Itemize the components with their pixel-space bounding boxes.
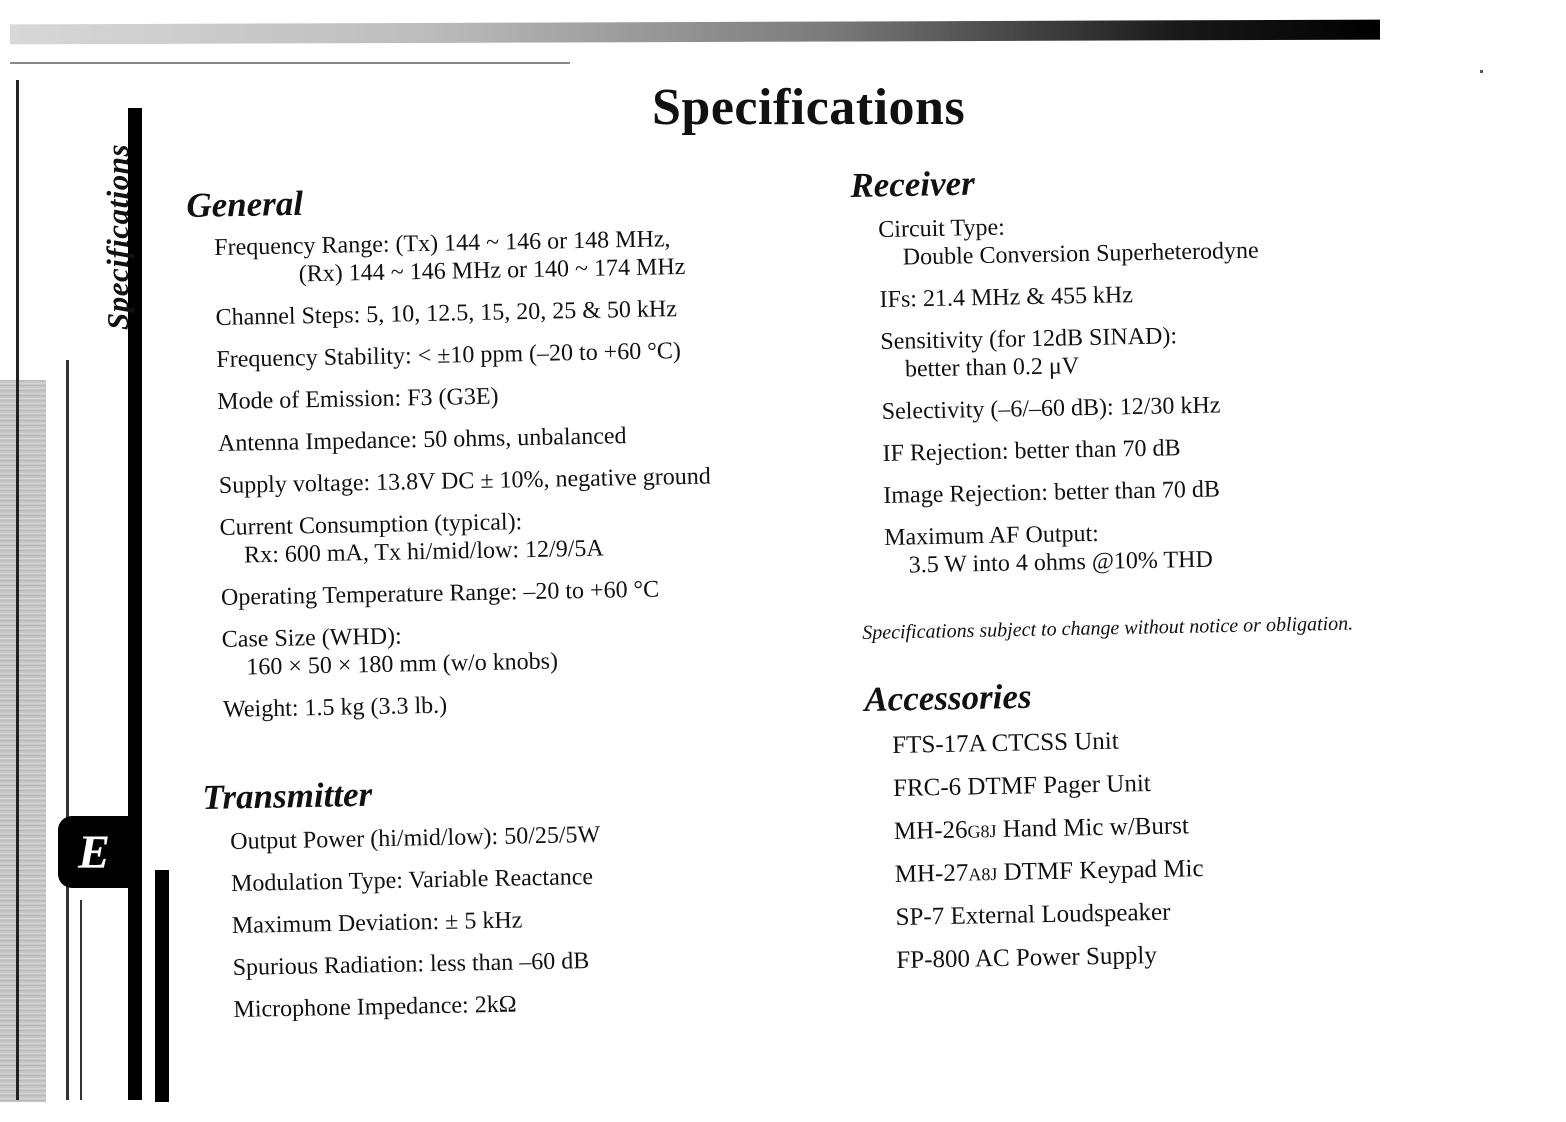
spec-item [219,505,712,570]
accessory-text-post: DTMF Keypad Mic [997,855,1204,887]
scan-speck [1480,70,1483,73]
accessory-item [892,726,1201,761]
spec-item [214,225,707,290]
spec-value-continued: 3.5 W into 4 ohms @10% THD [908,546,1214,579]
top-scan-bar [10,20,1380,45]
spec-value: ± 5 kHz [444,907,523,935]
spec-label: Modulation Type: [230,867,404,897]
left-rule [80,900,82,1100]
spec-label: Weight: [222,695,299,723]
spec-label: Circuit Type: [878,214,1006,243]
spec-label: Antenna Impedance: [217,427,418,457]
spec-value: 12/30 kHz [1119,392,1221,421]
spec-value: F3 (G3E) [406,383,499,412]
accessory-text-sc: G8J [967,821,997,842]
spec-label: Case Size (WHD): [221,623,402,653]
accessory-item [894,812,1203,847]
spec-item [881,391,1261,426]
spec-label: Maximum Deviation: [231,909,440,939]
spec-value: 50 ohms, unbalanced [422,423,627,454]
left-scan-edge [0,380,46,1102]
accessory-text-pre: MH-27 [894,859,969,888]
spec-label: Mode of Emission: [216,385,402,415]
spec-value: 5, 10, 12.5, 15, 20, 25 & 50 kHz [365,296,678,329]
spec-item [215,295,707,332]
spec-item [223,686,715,723]
spec-item [232,905,602,940]
transmitter-heading: Transmitter [202,774,373,817]
spec-value-continued: 160 × 50 × 180 mm (w/o knobs) [246,648,559,681]
spec-label: Frequency Stability: [216,343,412,373]
accessory-text-pre: FRC-6 DTMF Pager Unit [892,770,1151,802]
spec-value: < ±10 ppm (–20 to +60 °C) [417,338,682,370]
spec-item [221,574,713,611]
spec-value: better than 70 dB [1014,435,1181,465]
spec-value: better than 70 dB [1053,476,1221,506]
accessory-text-pre: FTS-17A CTCSS Unit [892,727,1119,759]
general-heading: General [186,183,304,225]
spec-value: (Tx) 144 ~ 146 or 148 MHz, [395,226,671,258]
spec-label: Current Consumption (typical): [219,509,523,541]
spec-item [217,379,709,416]
disclaimer-note: Specifications subject to change without notice or obligation. [862,612,1354,644]
spec-item [233,989,603,1024]
spec-value: Variable Reactance [408,864,594,894]
spec-item [230,821,600,856]
receiver-heading: Receiver [850,163,976,205]
spec-label: Selectivity (–6/–60 dB): [881,394,1114,425]
spec-label: IF Rejection: [882,438,1009,467]
spec-item [880,321,1261,384]
spec-item [878,209,1259,272]
spec-value: 2kΩ [474,991,517,1019]
accessories-list [892,726,1206,990]
section-tab-letter: E [77,825,110,879]
spec-value: 1.5 kg (3.3 lb.) [304,692,448,722]
spec-item [216,337,708,374]
accessory-text-pre: FP-800 AC Power Supply [896,941,1158,974]
page-title: Specifications [652,79,966,136]
spec-value-continued: better than 0.2 μV [904,353,1080,383]
left-rule [16,80,19,1100]
spec-label: IFs: [879,286,918,313]
accessory-text-pre: MH-26 [893,816,968,845]
spec-item [883,475,1263,510]
section-tab [58,816,130,888]
general-spec-list [214,225,716,738]
spec-value: 13.8V DC ± 10%, negative ground [375,463,712,496]
accessory-text-post: Hand Mic w/Burst [996,812,1190,844]
spec-value-continued: (Rx) 144 ~ 146 MHz or 140 ~ 174 MHz [298,253,686,288]
transmitter-spec-list [230,821,604,1038]
spec-value: less than –60 dB [429,948,590,978]
spec-value: 21.4 MHz & 455 kHz [922,282,1134,313]
side-section-label: Specifications [100,143,135,330]
spec-label: Image Rejection: [883,479,1049,509]
accessory-text-sc: A8J [968,864,998,885]
spec-label: Output Power (hi/mid/low): [230,823,499,855]
side-black-bar-lower [155,870,169,1102]
spec-item [222,616,715,681]
spec-label: Microphone Impedance: [233,992,469,1023]
left-rule [66,360,69,1100]
spec-item [232,947,602,982]
accessory-text-pre: SP-7 External Loudspeaker [895,898,1171,931]
spec-item [879,279,1259,314]
receiver-spec-list [878,209,1265,594]
top-scan-line [10,62,570,64]
spec-value-continued: Rx: 600 mA, Tx hi/mid/low: 12/9/5A [243,535,604,569]
spec-label: Spurious Radiation: [232,951,425,981]
spec-value-continued: Double Conversion Superheterodyne [902,237,1259,271]
spec-item [231,863,601,898]
accessory-item [894,855,1203,890]
accessories-heading: Accessories [864,676,1032,719]
spec-label: Sensitivity (for 12dB SINAD): [880,323,1178,355]
spec-label: Maximum AF Output: [883,520,1100,551]
spec-item [219,463,711,500]
spec-value: –20 to +60 °C [523,576,660,606]
accessory-item [896,941,1205,976]
accessory-item [893,769,1202,804]
spec-label: Operating Temperature Range: [220,579,518,611]
spec-label: Channel Steps: [215,302,361,331]
spec-value: 50/25/5W [503,821,601,850]
accessory-item [895,898,1204,933]
spec-item [218,421,710,458]
spec-label: Frequency Range: [214,231,390,261]
spec-item [882,433,1262,468]
spec-item [884,517,1265,580]
spec-label: Supply voltage: [218,470,371,499]
